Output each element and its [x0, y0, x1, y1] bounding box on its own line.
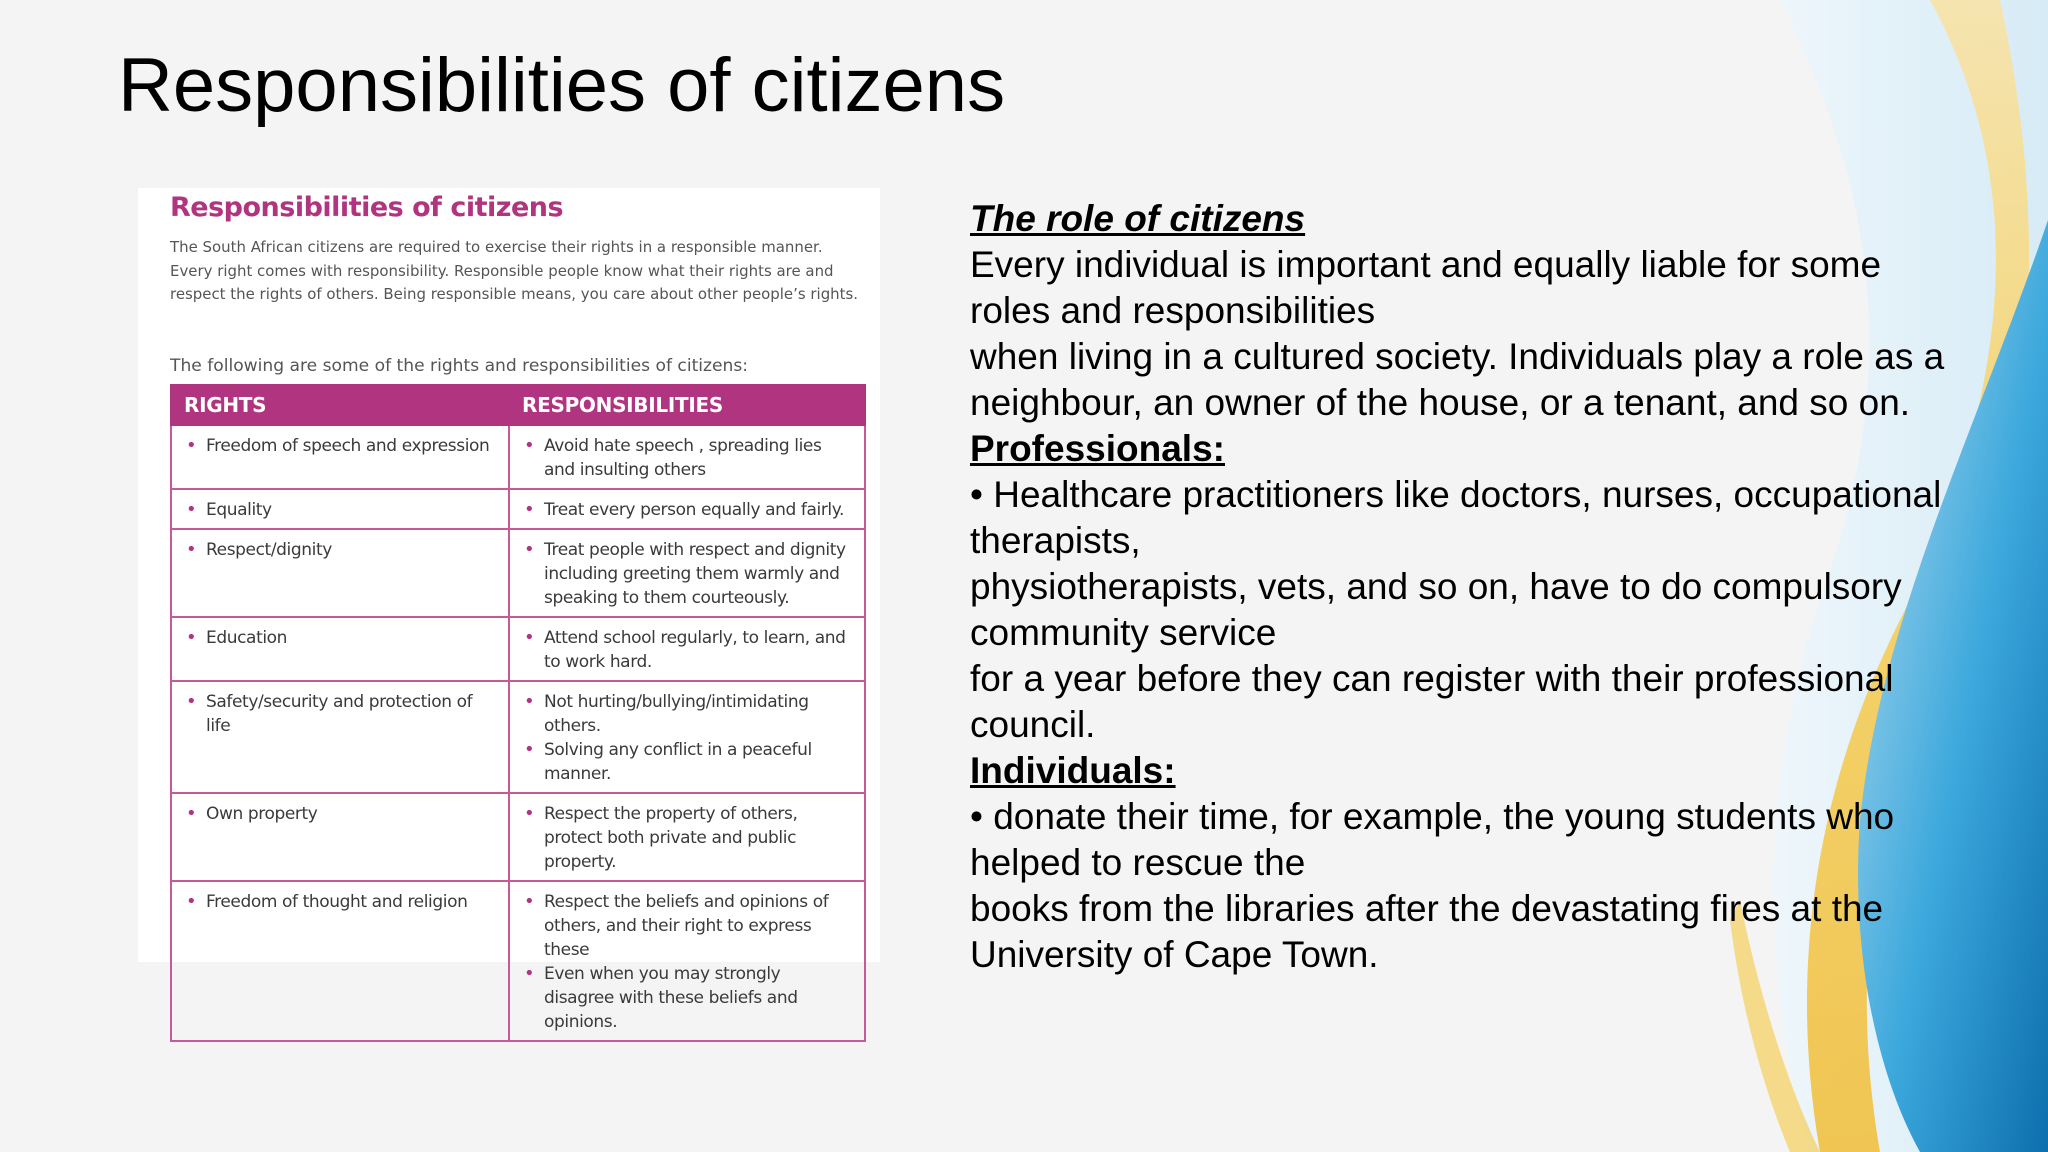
individuals-heading: Individuals: [970, 750, 1176, 791]
right-item: • Freedom of speech and expression [206, 434, 498, 458]
textbook-intro: The South African citizens are required to exercise their rights in a responsible manner. Every right comes with responsibility. Responsible people know what their rights are and respect the rights of others. Being responsible means, you care about other people’s rights. [170, 238, 859, 304]
professionals-heading: Professionals: [970, 428, 1225, 469]
right-cell [171, 425, 509, 489]
textbook-heading: Responsibilities of citizens [170, 192, 564, 223]
responsibility-cell [509, 793, 865, 881]
right-cell [171, 681, 509, 793]
responsibility-item: • Treat every person equally and fairly. [544, 498, 854, 522]
table-row [171, 881, 865, 1041]
responsibility-item: • Not hurting/bullying/intimidating others. [544, 690, 854, 738]
right-item: • Equality [206, 498, 498, 522]
right-cell [171, 881, 509, 1041]
responsibility-cell [509, 681, 865, 793]
right-item: • Safety/security and protection of life [206, 690, 498, 738]
responsibility-item: • Even when you may strongly disagree with these beliefs and opinions. [544, 962, 854, 1034]
table-row [171, 529, 865, 617]
responsibility-cell [509, 617, 865, 681]
responsibility-item: • Respect the property of others, protect both private and public property. [544, 802, 854, 874]
right-item: • Education [206, 626, 498, 650]
responsibility-cell [509, 881, 865, 1041]
table-row [171, 681, 865, 793]
professionals-line: for a year before they can register with their professional council. [970, 658, 1894, 745]
right-item: • Respect/dignity [206, 538, 498, 562]
individuals-line: books from the libraries after the devastating fires at the University of Cape Town. [970, 888, 1884, 975]
table-row [171, 617, 865, 681]
right-item: • Own property [206, 802, 498, 826]
right-cell [171, 793, 509, 881]
table-row [171, 793, 865, 881]
responsibility-item: • Attend school regularly, to learn, and to work hard. [544, 626, 854, 674]
responsibility-cell [509, 425, 865, 489]
table-row [171, 425, 865, 489]
textbook-lead: The following are some of the rights and responsibilities of citizens: [170, 356, 749, 376]
slide-title: Responsibilities of citizens [118, 43, 1006, 128]
header-rights: RIGHTS [171, 385, 509, 425]
role-paragraph-line: when living in a cultured society. Individuals play a role as a neighbour, an owner of the house, or a tenant, and so on. [970, 336, 1945, 423]
responsibility-item: • Solving any conflict in a peaceful manner. [544, 738, 854, 786]
role-paragraph-line: Every individual is important and equally liable for some roles and responsibilities [970, 244, 1882, 331]
role-heading: The role of citizens [970, 198, 1306, 239]
right-cell [171, 489, 509, 529]
textbook-image-panel [138, 188, 880, 1032]
professionals-line: physiotherapists, vets, and so on, have to do compulsory community service [970, 566, 1902, 653]
professionals-line: • Healthcare practitioners like doctors, nurses, occupational therapists, [970, 474, 1942, 561]
responsibility-item: • Respect the beliefs and opinions of others, and their right to express these [544, 890, 854, 962]
table-header-row [171, 385, 865, 425]
right-cell [171, 529, 509, 617]
role-of-citizens-text [970, 196, 1970, 978]
responsibility-cell [509, 489, 865, 529]
responsibility-item: • Treat people with respect and dignity including greeting them warmly and speaking to them courteously. [544, 538, 854, 610]
rights-responsibilities-table [170, 384, 866, 1042]
responsibility-cell [509, 529, 865, 617]
individuals-line: • donate their time, for example, the young students who helped to rescue the [970, 796, 1895, 883]
responsibility-item: • Avoid hate speech , spreading lies and insulting others [544, 434, 854, 482]
table-row [171, 489, 865, 529]
header-responsibilities: RESPONSIBILITIES [509, 385, 865, 425]
right-item: • Freedom of thought and religion [206, 890, 498, 914]
right-cell [171, 617, 509, 681]
